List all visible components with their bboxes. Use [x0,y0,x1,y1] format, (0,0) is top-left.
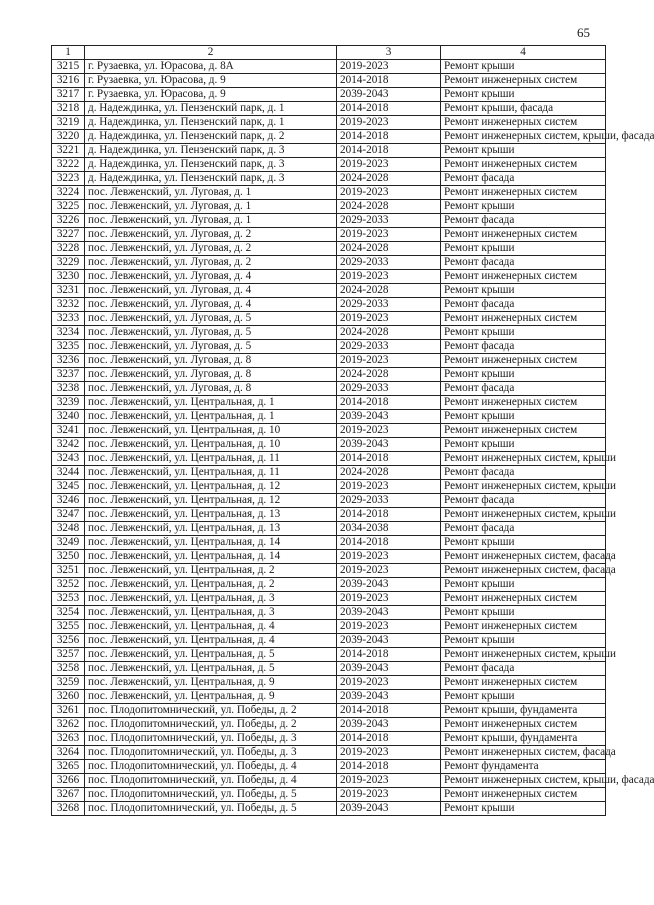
row-number-cell: 3219 [52,116,85,130]
table-row [52,424,606,438]
table-row [52,228,606,242]
period-cell: 2039-2043 [337,718,441,732]
work-type-cell: Ремонт фасада [441,256,606,270]
address-cell: пос. Плодопитомнический, ул. Победы, д. 4 [85,760,337,774]
row-number-cell: 3267 [52,788,85,802]
period-cell: 2029-2033 [337,214,441,228]
row-number-cell: 3231 [52,284,85,298]
period-cell: 2019-2023 [337,564,441,578]
address-cell: пос. Плодопитомнический, ул. Победы, д. 4 [85,774,337,788]
period-cell: 2019-2023 [337,620,441,634]
work-type-cell: Ремонт фасада [441,522,606,536]
table-row [52,564,606,578]
work-type-cell: Ремонт инженерных систем [441,228,606,242]
work-type-cell: Ремонт инженерных систем, крыши [441,480,606,494]
table-row [52,648,606,662]
work-type-cell: Ремонт инженерных систем [441,354,606,368]
address-cell: пос. Плодопитомнический, ул. Победы, д. 2 [85,704,337,718]
period-cell: 2024-2028 [337,368,441,382]
work-type-cell: Ремонт инженерных систем [441,718,606,732]
table-row [52,704,606,718]
table-row [52,788,606,802]
table-row [52,620,606,634]
period-cell: 2039-2043 [337,662,441,676]
work-type-cell: Ремонт инженерных систем [441,788,606,802]
work-type-cell: Ремонт фасада [441,214,606,228]
table-row [52,60,606,74]
address-cell: пос. Левженский, ул. Центральная, д. 14 [85,536,337,550]
row-number-cell: 3229 [52,256,85,270]
address-cell: пос. Левженский, ул. Центральная, д. 1 [85,410,337,424]
address-cell: пос. Левженский, ул. Луговая, д. 1 [85,200,337,214]
address-cell: пос. Левженский, ул. Центральная, д. 10 [85,424,337,438]
table-row [52,256,606,270]
work-type-cell: Ремонт крыши, фасада [441,102,606,116]
work-type-cell: Ремонт фасада [441,466,606,480]
table-row [52,676,606,690]
address-cell: пос. Левженский, ул. Луговая, д. 5 [85,340,337,354]
table-row [52,662,606,676]
row-number-cell: 3226 [52,214,85,228]
address-cell: пос. Плодопитомнический, ул. Победы, д. 5 [85,802,337,816]
period-cell: 2039-2043 [337,634,441,648]
row-number-cell: 3242 [52,438,85,452]
row-number-cell: 3241 [52,424,85,438]
table-row [52,592,606,606]
period-cell: 2014-2018 [337,130,441,144]
table-row [52,102,606,116]
row-number-cell: 3224 [52,186,85,200]
table-row [52,718,606,732]
period-cell: 2014-2018 [337,102,441,116]
row-number-cell: 3216 [52,74,85,88]
table-row [52,382,606,396]
work-type-cell: Ремонт инженерных систем, фасада [441,550,606,564]
address-cell: д. Надеждинка, ул. Пензенский парк, д. 3 [85,158,337,172]
work-type-cell: Ремонт крыши [441,634,606,648]
row-number-cell: 3266 [52,774,85,788]
table-row [52,312,606,326]
table-row [52,452,606,466]
row-number-cell: 3225 [52,200,85,214]
work-type-cell: Ремонт крыши [441,536,606,550]
period-cell: 2019-2023 [337,480,441,494]
row-number-cell: 3268 [52,802,85,816]
row-number-cell: 3243 [52,452,85,466]
row-number-cell: 3256 [52,634,85,648]
period-cell: 2039-2043 [337,578,441,592]
table-row [52,354,606,368]
row-number-cell: 3218 [52,102,85,116]
period-cell: 2019-2023 [337,312,441,326]
period-cell: 2024-2028 [337,172,441,186]
work-type-cell: Ремонт инженерных систем [441,186,606,200]
capital-repair-table [51,45,654,816]
row-number-cell: 3259 [52,676,85,690]
work-type-cell: Ремонт крыши [441,284,606,298]
address-cell: г. Рузаевка, ул. Юрасова, д. 9 [85,88,337,102]
table-row [52,690,606,704]
work-type-cell: Ремонт крыши [441,88,606,102]
table-row [52,186,606,200]
table-row [52,578,606,592]
table-row [52,172,606,186]
row-number-cell: 3248 [52,522,85,536]
address-cell: пос. Левженский, ул. Луговая, д. 5 [85,312,337,326]
row-number-cell: 3264 [52,746,85,760]
work-type-cell: Ремонт инженерных систем, фасада [441,564,606,578]
work-type-cell: Ремонт фасада [441,298,606,312]
table-row [52,438,606,452]
table-row [52,508,606,522]
row-number-cell: 3239 [52,396,85,410]
column-header-4: 4 [441,46,606,60]
period-cell: 2024-2028 [337,200,441,214]
period-cell: 2019-2023 [337,158,441,172]
period-cell: 2014-2018 [337,760,441,774]
address-cell: пос. Левженский, ул. Центральная, д. 11 [85,452,337,466]
work-type-cell: Ремонт инженерных систем [441,620,606,634]
work-type-cell: Ремонт крыши [441,410,606,424]
address-cell: пос. Левженский, ул. Луговая, д. 4 [85,284,337,298]
column-number-row [52,46,606,60]
row-number-cell: 3249 [52,536,85,550]
table-row [52,298,606,312]
period-cell: 2039-2043 [337,88,441,102]
row-number-cell: 3250 [52,550,85,564]
row-number-cell: 3230 [52,270,85,284]
page-number: 65 [577,25,590,40]
address-cell: пос. Левженский, ул. Центральная, д. 10 [85,438,337,452]
row-number-cell: 3244 [52,466,85,480]
row-number-cell: 3215 [52,60,85,74]
address-cell: г. Рузаевка, ул. Юрасова, д. 8А [85,60,337,74]
address-cell: пос. Левженский, ул. Центральная, д. 13 [85,522,337,536]
period-cell: 2019-2023 [337,354,441,368]
work-type-cell: Ремонт фасада [441,494,606,508]
table-row [52,130,606,144]
work-type-cell: Ремонт инженерных систем, крыши [441,452,606,466]
row-number-cell: 3222 [52,158,85,172]
address-cell: д. Надеждинка, ул. Пензенский парк, д. 2 [85,130,337,144]
table-row [52,410,606,424]
period-cell: 2014-2018 [337,704,441,718]
row-number-cell: 3253 [52,592,85,606]
period-cell: 2029-2033 [337,340,441,354]
address-cell: пос. Левженский, ул. Центральная, д. 2 [85,578,337,592]
table-row [52,340,606,354]
address-cell: пос. Левженский, ул. Луговая, д. 8 [85,368,337,382]
table-row [52,802,606,816]
period-cell: 2039-2043 [337,606,441,620]
period-cell: 2019-2023 [337,228,441,242]
address-cell: пос. Левженский, ул. Луговая, д. 2 [85,242,337,256]
table-row [52,242,606,256]
address-cell: пос. Левженский, ул. Луговая, д. 2 [85,256,337,270]
table-row [52,466,606,480]
table-row [52,144,606,158]
address-cell: пос. Левженский, ул. Центральная, д. 13 [85,508,337,522]
period-cell: 2019-2023 [337,550,441,564]
address-cell: д. Надеждинка, ул. Пензенский парк, д. 1 [85,116,337,130]
table-row [52,550,606,564]
address-cell: пос. Левженский, ул. Луговая, д. 5 [85,326,337,340]
table-row [52,214,606,228]
address-cell: пос. Левженский, ул. Центральная, д. 14 [85,550,337,564]
period-cell: 2014-2018 [337,536,441,550]
address-cell: пос. Левженский, ул. Центральная, д. 12 [85,494,337,508]
work-type-cell: Ремонт крыши [441,438,606,452]
work-type-cell: Ремонт крыши [441,690,606,704]
address-cell: пос. Левженский, ул. Центральная, д. 5 [85,662,337,676]
address-cell: пос. Левженский, ул. Центральная, д. 11 [85,466,337,480]
column-header-2: 2 [85,46,337,60]
row-number-cell: 3247 [52,508,85,522]
work-type-cell: Ремонт инженерных систем [441,270,606,284]
address-cell: пос. Левженский, ул. Луговая, д. 4 [85,298,337,312]
row-number-cell: 3246 [52,494,85,508]
work-type-cell: Ремонт инженерных систем [441,116,606,130]
work-type-cell: Ремонт фасада [441,172,606,186]
row-number-cell: 3260 [52,690,85,704]
row-number-cell: 3265 [52,760,85,774]
period-cell: 2039-2043 [337,410,441,424]
table-row [52,536,606,550]
table-row [52,396,606,410]
row-number-cell: 3251 [52,564,85,578]
address-cell: пос. Левженский, ул. Центральная, д. 4 [85,620,337,634]
address-cell: пос. Плодопитомнический, ул. Победы, д. 5 [85,788,337,802]
address-cell: пос. Левженский, ул. Луговая, д. 1 [85,214,337,228]
period-cell: 2019-2023 [337,788,441,802]
address-cell: пос. Левженский, ул. Луговая, д. 2 [85,228,337,242]
row-number-cell: 3221 [52,144,85,158]
address-cell: пос. Левженский, ул. Центральная, д. 5 [85,648,337,662]
address-cell: пос. Плодопитомнический, ул. Победы, д. 3 [85,746,337,760]
table-row [52,88,606,102]
row-number-cell: 3220 [52,130,85,144]
table-row [52,326,606,340]
address-cell: пос. Плодопитомнический, ул. Победы, д. 2 [85,718,337,732]
period-cell: 2029-2033 [337,298,441,312]
address-cell: пос. Левженский, ул. Луговая, д. 8 [85,354,337,368]
work-type-cell: Ремонт инженерных систем, крыши, фасада [441,130,606,144]
work-type-cell: Ремонт инженерных систем [441,396,606,410]
row-number-cell: 3261 [52,704,85,718]
row-number-cell: 3232 [52,298,85,312]
row-number-cell: 3227 [52,228,85,242]
row-number-cell: 3262 [52,718,85,732]
period-cell: 2014-2018 [337,396,441,410]
work-type-cell: Ремонт инженерных систем [441,676,606,690]
table-row [52,746,606,760]
period-cell: 2014-2018 [337,508,441,522]
period-cell: 2019-2023 [337,774,441,788]
column-header-1: 1 [52,46,85,60]
row-number-cell: 3236 [52,354,85,368]
period-cell: 2029-2033 [337,256,441,270]
row-number-cell: 3252 [52,578,85,592]
row-number-cell: 3235 [52,340,85,354]
period-cell: 2014-2018 [337,452,441,466]
work-type-cell: Ремонт крыши [441,802,606,816]
address-cell: пос. Левженский, ул. Центральная, д. 3 [85,592,337,606]
work-type-cell: Ремонт фасада [441,662,606,676]
address-cell: пос. Плодопитомнический, ул. Победы, д. 3 [85,732,337,746]
row-number-cell: 3237 [52,368,85,382]
table-row [52,270,606,284]
period-cell: 2014-2018 [337,648,441,662]
table-row [52,116,606,130]
period-cell: 2019-2023 [337,186,441,200]
table-row [52,732,606,746]
row-number-cell: 3233 [52,312,85,326]
period-cell: 2039-2043 [337,438,441,452]
table-row [52,774,606,788]
address-cell: пос. Левженский, ул. Луговая, д. 1 [85,186,337,200]
period-cell: 2019-2023 [337,270,441,284]
table-row [52,200,606,214]
work-type-cell: Ремонт фасада [441,340,606,354]
address-cell: д. Надеждинка, ул. Пензенский парк, д. 1 [85,102,337,116]
row-number-cell: 3234 [52,326,85,340]
address-cell: пос. Левженский, ул. Луговая, д. 4 [85,270,337,284]
table-row [52,494,606,508]
table-body [52,60,654,816]
address-cell: пос. Левженский, ул. Центральная, д. 1 [85,396,337,410]
address-cell: пос. Левженский, ул. Центральная, д. 9 [85,676,337,690]
work-type-cell: Ремонт инженерных систем [441,424,606,438]
work-type-cell: Ремонт инженерных систем [441,592,606,606]
address-cell: пос. Левженский, ул. Центральная, д. 3 [85,606,337,620]
work-type-cell: Ремонт крыши, фундамента [441,732,606,746]
period-cell: 2039-2043 [337,802,441,816]
work-type-cell: Ремонт крыши [441,242,606,256]
period-cell: 2039-2043 [337,690,441,704]
work-type-cell: Ремонт крыши [441,606,606,620]
address-cell: пос. Левженский, ул. Луговая, д. 8 [85,382,337,396]
period-cell: 2019-2023 [337,424,441,438]
row-number-cell: 3254 [52,606,85,620]
work-type-cell: Ремонт инженерных систем [441,312,606,326]
work-type-cell: Ремонт крыши [441,578,606,592]
period-cell: 2019-2023 [337,116,441,130]
period-cell: 2014-2018 [337,74,441,88]
row-number-cell: 3217 [52,88,85,102]
period-cell: 2024-2028 [337,326,441,340]
row-number-cell: 3257 [52,648,85,662]
period-cell: 2034-2038 [337,522,441,536]
table-row [52,480,606,494]
row-number-cell: 3223 [52,172,85,186]
row-number-cell: 3255 [52,620,85,634]
address-cell: г. Рузаевка, ул. Юрасова, д. 9 [85,74,337,88]
row-number-cell: 3263 [52,732,85,746]
work-type-cell: Ремонт инженерных систем, фасада [441,746,606,760]
period-cell: 2024-2028 [337,466,441,480]
period-cell: 2029-2033 [337,494,441,508]
period-cell: 2014-2018 [337,732,441,746]
table-row [52,158,606,172]
table-row [52,634,606,648]
address-cell: пос. Левженский, ул. Центральная, д. 4 [85,634,337,648]
column-header-3: 3 [337,46,441,60]
work-type-cell: Ремонт крыши [441,144,606,158]
work-type-cell: Ремонт крыши [441,60,606,74]
address-cell: пос. Левженский, ул. Центральная, д. 2 [85,564,337,578]
work-type-cell: Ремонт крыши, фундамента [441,704,606,718]
period-cell: 2014-2018 [337,144,441,158]
address-cell: д. Надеждинка, ул. Пензенский парк, д. 3 [85,172,337,186]
table-row [52,760,606,774]
work-type-cell: Ремонт крыши [441,326,606,340]
period-cell: 2024-2028 [337,284,441,298]
row-number-cell: 3258 [52,662,85,676]
work-type-cell: Ремонт инженерных систем [441,158,606,172]
period-cell: 2019-2023 [337,60,441,74]
row-number-cell: 3238 [52,382,85,396]
address-cell: д. Надеждинка, ул. Пензенский парк, д. 3 [85,144,337,158]
work-type-cell: Ремонт инженерных систем, крыши [441,508,606,522]
work-type-cell: Ремонт крыши [441,368,606,382]
work-type-cell: Ремонт фундамента [441,760,606,774]
table-row [52,522,606,536]
work-type-cell: Ремонт инженерных систем [441,74,606,88]
address-cell: пос. Левженский, ул. Центральная, д. 12 [85,480,337,494]
period-cell: 2019-2023 [337,592,441,606]
row-number-cell: 3240 [52,410,85,424]
work-type-cell: Ремонт крыши [441,200,606,214]
period-cell: 2019-2023 [337,676,441,690]
table-row [52,284,606,298]
period-cell: 2024-2028 [337,242,441,256]
row-number-cell: 3245 [52,480,85,494]
table-row [52,368,606,382]
work-type-cell: Ремонт фасада [441,382,606,396]
table-row [52,606,606,620]
period-cell: 2019-2023 [337,746,441,760]
work-type-cell: Ремонт инженерных систем, крыши [441,648,606,662]
period-cell: 2029-2033 [337,382,441,396]
row-number-cell: 3228 [52,242,85,256]
address-cell: пос. Левженский, ул. Центральная, д. 9 [85,690,337,704]
table-row [52,74,606,88]
work-type-cell: Ремонт инженерных систем, крыши, фасада [441,774,606,788]
